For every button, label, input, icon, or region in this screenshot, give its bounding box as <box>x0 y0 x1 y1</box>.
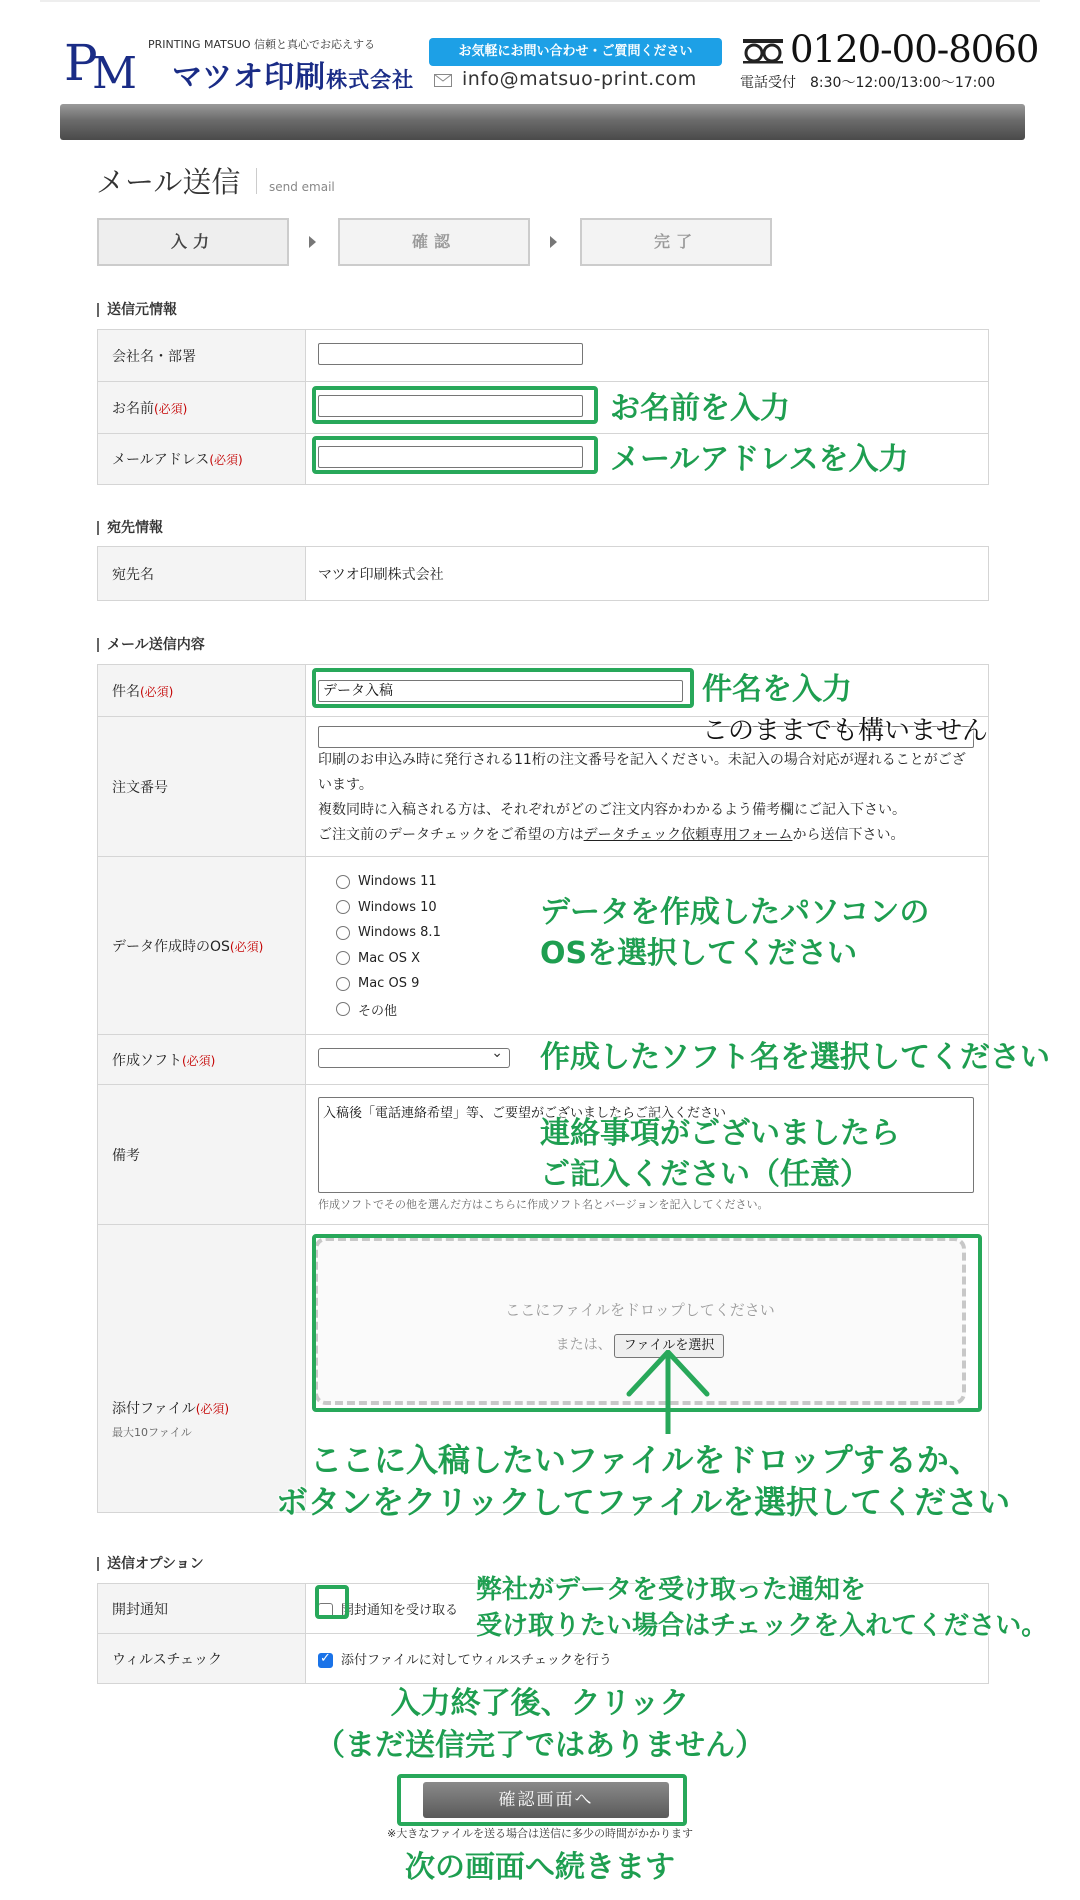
guide-subject-note: このままでも構いません <box>702 716 989 746</box>
company-input[interactable] <box>318 343 583 365</box>
order-no-help-3 <box>318 823 978 848</box>
software-label <box>98 1035 306 1085</box>
row-company <box>98 330 989 382</box>
nav-bar <box>60 104 1025 140</box>
destination-table <box>97 546 989 601</box>
radio-button[interactable] <box>336 926 350 940</box>
dropzone-or-text: または、 <box>555 1337 612 1353</box>
logo-name-main: マツオ印刷 <box>172 60 327 95</box>
choose-file-button[interactable]: ファイルを選択 <box>614 1334 725 1358</box>
open-notice-label-text: 開封通知 <box>112 1601 168 1618</box>
guide-name: お名前を入力 <box>610 391 790 426</box>
virus-check-label <box>98 1634 306 1684</box>
order-no-help-3-pre: ご注文前のデータチェックをご希望の方は <box>318 826 584 843</box>
guide-notice-2: 受け取りたい場合はチェックを入れてください。 <box>476 1611 1048 1641</box>
required-mark: (必須) <box>140 684 174 699</box>
open-notice-checkbox[interactable] <box>318 1603 333 1618</box>
step-complete: 完了 <box>580 218 772 266</box>
confirm-button[interactable]: 確認画面へ <box>423 1782 669 1818</box>
name-label <box>98 382 306 434</box>
virus-check-label-text: ウィルスチェック <box>112 1651 223 1668</box>
step-arrow-icon <box>309 236 316 248</box>
order-no-help-1: 印刷のお申込み時に発行される11桁の注文番号を記入ください。未記入の場合対応が遅れることがございます。 <box>318 751 966 793</box>
guide-file-1: ここに入稿したいファイルをドロップするか、 <box>310 1441 981 1479</box>
software-select[interactable] <box>318 1048 510 1068</box>
logo-tagline: PRINTING MATSUO 信頼と真心でお応えする <box>148 38 376 51</box>
remarks-textarea[interactable]: 入稿後「電話連絡希望」等、ご要望がございましたらご記入ください <box>318 1097 974 1193</box>
guide-os-2: OSを選択してください <box>540 936 858 971</box>
data-check-form-link[interactable]: データチェック依頼専用フォーム <box>583 826 793 843</box>
subject-cell <box>306 665 989 717</box>
section-options: 送信オプション <box>97 1557 204 1571</box>
content-table <box>97 664 989 1513</box>
guide-email: メールアドレスを入力 <box>610 442 909 477</box>
submit-note: ※大きなファイルを送る場合は送信に多少の時間がかかります <box>387 1827 693 1840</box>
name-label-text: お名前 <box>112 400 154 417</box>
guide-submit-2: （まだ送信完了ではありません） <box>315 1728 765 1763</box>
radio-button[interactable] <box>336 1002 350 1016</box>
recipient-value: マツオ印刷株式会社 <box>306 547 989 601</box>
row-subject <box>98 665 989 717</box>
order-no-help-2: 複数同時に入稿される方は、それぞれがどのご注文内容かわかるよう備考欄にご記入下さい。 <box>318 801 906 818</box>
logo-name-suffix: 株式会社 <box>326 67 415 92</box>
radio-button[interactable] <box>336 951 350 965</box>
os-label <box>98 857 306 1035</box>
phone-number[interactable]: 0120-00-8060 <box>790 28 1039 71</box>
step-arrow-icon <box>550 236 557 248</box>
os-option-label: Windows 8.1 <box>358 925 441 941</box>
radio-button[interactable] <box>336 900 350 914</box>
mail-icon <box>434 74 452 87</box>
section-content: メール送信内容 <box>97 638 205 652</box>
step-input: 入力 <box>97 218 289 266</box>
guide-remarks-2: ご記入ください（任意） <box>540 1157 870 1192</box>
page-title: メール送信 <box>96 165 241 199</box>
name-input[interactable] <box>318 395 583 417</box>
phone-hours: 電話受付 8:30〜12:00/13:00〜17:00 <box>740 75 996 91</box>
order-no-label <box>98 717 306 857</box>
guide-arrow-up-icon <box>625 1350 711 1434</box>
svg-text:P: P <box>64 34 98 92</box>
contact-email-link[interactable]: info@matsuo-print.com <box>462 68 697 90</box>
company-label-text: 会社名・部署 <box>112 348 196 365</box>
guide-remarks-1: 連絡事項がございましたら <box>540 1116 900 1151</box>
required-mark: (必須) <box>154 401 188 416</box>
email-input[interactable] <box>318 446 583 468</box>
subject-input[interactable]: データ入稿 <box>318 680 683 702</box>
virus-check-checkbox[interactable] <box>318 1653 333 1668</box>
os-option-label: Windows 11 <box>358 874 437 890</box>
order-no-label-text: 注文番号 <box>112 779 168 796</box>
dropzone-text: ここにファイルをドロップしてください <box>505 1301 775 1319</box>
guide-software: 作成したソフト名を選択してください <box>540 1040 1050 1075</box>
section-sender: 送信元情報 <box>97 303 177 317</box>
os-option-macos9[interactable] <box>336 971 988 997</box>
order-no-help-3-post: から送信下さい。 <box>792 826 905 843</box>
open-notice-label <box>98 1584 306 1634</box>
required-mark: (必須) <box>229 939 264 954</box>
freedial-icon <box>742 36 784 64</box>
email-label-text: メールアドレス <box>112 452 210 468</box>
os-option-win11[interactable] <box>336 869 988 895</box>
logo-name <box>172 52 414 96</box>
remarks-help: 作成ソフトでその他を選んだ方はこちらに作成ソフト名とバージョンを記入してください。 <box>318 1198 769 1211</box>
section-destination: 宛先情報 <box>97 521 163 535</box>
os-option-label: その他 <box>358 1003 398 1019</box>
attachment-label-text: 添付ファイル <box>112 1400 196 1417</box>
recipient-label-text: 宛先名 <box>112 566 154 583</box>
guide-subject: 件名を入力 <box>702 672 852 707</box>
company-cell <box>306 330 989 382</box>
guide-notice-1: 弊社がデータを受け取った通知を <box>476 1575 867 1605</box>
required-mark: (必須) <box>209 453 243 467</box>
required-mark: (必須) <box>195 1401 230 1416</box>
remarks-label <box>98 1085 306 1225</box>
subject-label <box>98 665 306 717</box>
contact-label: お気軽にお問い合わせ・ご質問ください <box>429 38 722 66</box>
logo-mark-icon <box>62 32 146 94</box>
guide-os-1: データを作成したパソコンの <box>540 895 930 930</box>
open-notice-text: 開封通知を受け取る <box>341 1603 459 1618</box>
guide-submit-1: 入力終了後、クリック <box>390 1686 690 1721</box>
os-option-label: Mac OS X <box>358 950 420 966</box>
radio-button[interactable] <box>336 977 350 991</box>
software-label-text: 作成ソフト <box>112 1052 182 1069</box>
os-option-label: Windows 10 <box>358 899 437 915</box>
required-mark: (必須) <box>182 1053 216 1068</box>
guide-file-2: ボタンをクリックしてファイルを選択してください <box>276 1483 1011 1521</box>
email-label <box>98 434 306 485</box>
os-option-label: Mac OS 9 <box>358 976 420 992</box>
attachment-label <box>98 1225 306 1513</box>
step-confirm: 確認 <box>338 218 530 266</box>
radio-button[interactable] <box>336 875 350 889</box>
company-label <box>98 330 306 382</box>
row-name <box>98 382 989 434</box>
page-subtitle: send email <box>269 180 335 194</box>
remarks-label-text: 備考 <box>112 1147 140 1164</box>
os-option-other[interactable] <box>336 997 988 1023</box>
recipient-label <box>98 547 306 601</box>
company-logo[interactable] <box>62 32 422 94</box>
guide-next: 次の画面へ続きます <box>405 1850 675 1885</box>
top-divider <box>40 0 1040 2</box>
title-separator <box>256 168 257 194</box>
attachment-sublabel: 最大10ファイル <box>112 1425 192 1439</box>
virus-check-text: 添付ファイルに対してウィルスチェックを行う <box>341 1653 612 1668</box>
row-recipient <box>98 547 989 601</box>
os-label-text: データ作成時のOS <box>112 938 230 955</box>
subject-label-text: 件名 <box>112 683 140 700</box>
svg-text:M: M <box>92 48 138 94</box>
